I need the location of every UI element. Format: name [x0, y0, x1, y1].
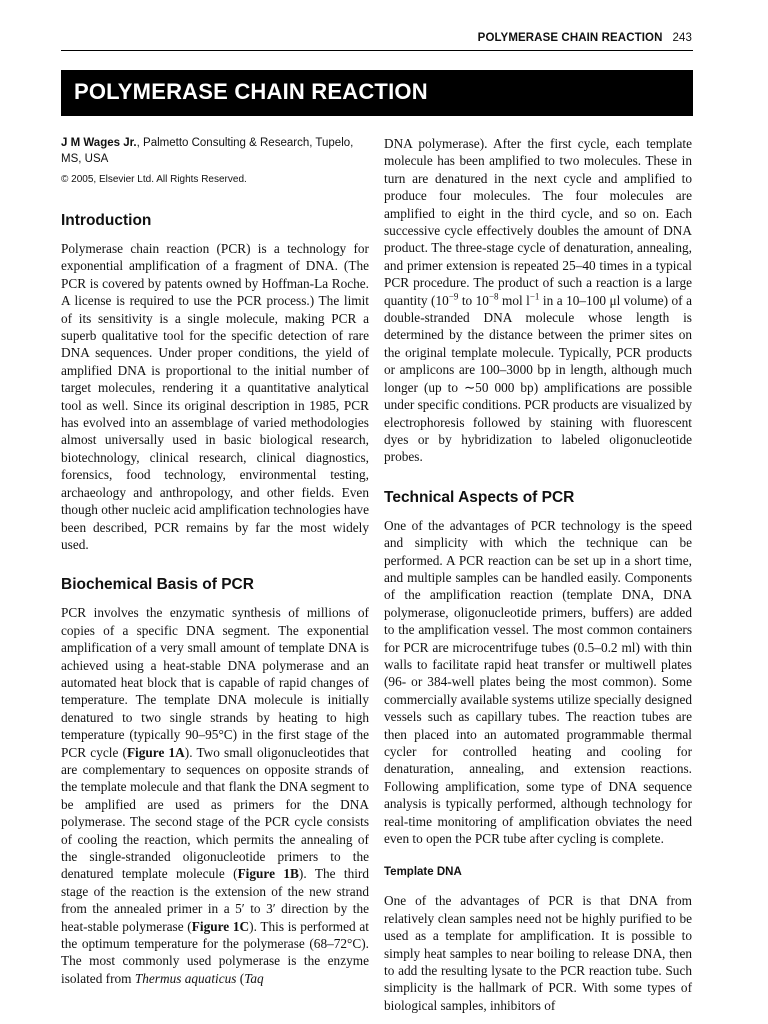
biochemical-paragraph	[61, 604, 369, 987]
text-run: ). This is performed at the optimum temperature for the polymerase (68–72°C). The most commonly used polymerase is the enzyme isolated from	[61, 918, 369, 986]
header-rule	[61, 50, 693, 51]
running-header	[478, 32, 692, 44]
exponent: −9	[448, 291, 459, 302]
right-column	[384, 135, 692, 1014]
technical-paragraph: One of the advantages of PCR technology is the speed and simplicity with which the technique can be performed. A PCR reaction can be set up in a short time, and multiple samples can be handled easily. Components of the amplification reaction (template DNA, DNA polymerase, oligonucleotide primers, buffers) are added to the amplification vessel. The most common containers for PCR are microcentrifuge tubes (0.5–0.2 ml) with thin walls to facilitate rapid heat transfer or multiwell plates (96- or 384-well plates being the most common). Some commercially available systems utilize specially designed vessels such as capillary tubes. The reaction tubes are then placed into an automated programmable thermal cycler for controlled heating and cooling for denaturation, annealing, and extension reactions. Following amplification, some type of DNA sequence analysis is typically performed, although technology for real-time monitoring of amplification obviates the need even to open the PCR tube after cycling is complete.	[384, 517, 692, 847]
text-run: to 10	[458, 292, 489, 308]
species-name: Thermus aquaticus	[134, 970, 237, 986]
template-dna-paragraph: One of the advantages of PCR is that DNA from relatively clean samples need not be highly purified to be used as a template for amplification. It is possible to simply heat samples to near boiling to release DNA, then to add the resulting lysate to the PCR reaction tube. Such simplicity is the hallmark of PCR. With some types of biological samples, inhibitors of	[384, 893, 692, 1013]
heading-introduction: Introduction	[61, 212, 152, 229]
author-affiliation: , Palmetto Consulting & Research, Tupelo, MS, USA	[61, 137, 354, 165]
exponent: −1	[529, 291, 540, 302]
page-number: 243	[672, 32, 692, 44]
heading-template-dna: Template DNA	[384, 866, 462, 879]
text-run: ). Two small oligonucleotides that are complementary to sequences on opposite strands of the template molecule and that flank the DNA segment to be amplified are used as primers for the DNA polymerase. The second stage of the PCR cycle consists of cooling the reaction, which permits the annealing of the single-stranded oligonucleotide primers to the denatured template molecule (	[61, 744, 370, 882]
figure-ref: Figure 1C	[191, 918, 250, 934]
text-run: (	[236, 970, 245, 986]
text-run: PCR involves the enzymatic synthesis of millions of copies of a specific DNA segment. The exponential amplification of a very small amount of template DNA is achieved using a heat-stable DNA polymerase and an automated heat block that is capable of rapid changes of temperature. The template DNA molecule is initially denatured to two single strands by heating to high temperature (typically 90–95°C) in the first stage of the PCR cycle (	[61, 605, 369, 760]
article-title: POLYMERASE CHAIN REACTION	[74, 79, 428, 104]
introduction-paragraph: Polymerase chain reaction (PCR) is a technology for exponential amplification of a fragment of DNA. (The PCR is covered by patents owned by Hoffman-La Roche. A license is required to use the PCR process.) The limit of its sensitivity is a single molecule, making PCR a superb qualitative tool for the specific detection of rare DNA sequences. Under proper conditions, the yield of amplified DNA is proportional to the initial number of target molecules, rendering it a quantitative analytical tool as well. Since its original description in 1985, PCR has evolved into an assemblage of varied methodologies almost universally used in basic biological research, biotechnology, clinical research, clinical diagnostics, forensics, food technology, environmental testing, archaeology and anthropology, and other fields. Even though other nucleic acid amplification technologies have been described, PCR remains by far the most widely used.	[61, 241, 369, 552]
text-run: mol l	[498, 292, 530, 308]
heading-biochemical-basis: Biochemical Basis of PCR	[61, 576, 254, 594]
text-run: DNA polymerase). After the first cycle, each template molecule has been amplified to two molecules. These in turn are denatured in the next cycle and amplified to produce four molecules. The four molecules are amplified to eight in the third cycle, and so on. Each successive cycle effectively doubles the amount of DNA product. The three-stage cycle of denaturation, annealing, and primer extension is repeated 25–40 times in a typical PCR procedure. The product of such a reaction is a large quantity (10	[384, 136, 692, 308]
running-title: POLYMERASE CHAIN REACTION	[477, 32, 663, 44]
figure-ref: Figure 1B	[237, 866, 299, 882]
text-run: ). The third stage of the reaction is the extension of the new strand from the annealed primer in a 5′ to 3′ direction by the heat-stable polymerase (	[61, 866, 369, 934]
heading-technical-aspects: Technical Aspects of PCR	[384, 488, 575, 506]
taq-name: Taq	[244, 970, 264, 986]
author-name: J M Wages Jr.	[61, 137, 137, 149]
copyright: © 2005, Elsevier Ltd. All Rights Reserved.	[61, 174, 247, 185]
figure-ref: Figure 1A	[126, 744, 185, 760]
text-run: in a 10–100 μl volume) of a double-stranded DNA molecule whose length is determined by the distance between the primer sites on the original template molecule. Typically, PCR products or amplicons are 100–3000 bp in length, although much longer (up to ∼50 000 bp) amplifications are possible under specific conditions. PCR products are visualized by electrophoresis followed by staining with fluorescent dyes or by hybridization to labeled oligonucleotide probes.	[384, 292, 692, 465]
biochemical-continuation	[384, 135, 692, 466]
exponent: −8	[488, 291, 499, 302]
byline	[61, 135, 369, 167]
title-banner	[61, 70, 693, 116]
left-column	[61, 135, 369, 987]
